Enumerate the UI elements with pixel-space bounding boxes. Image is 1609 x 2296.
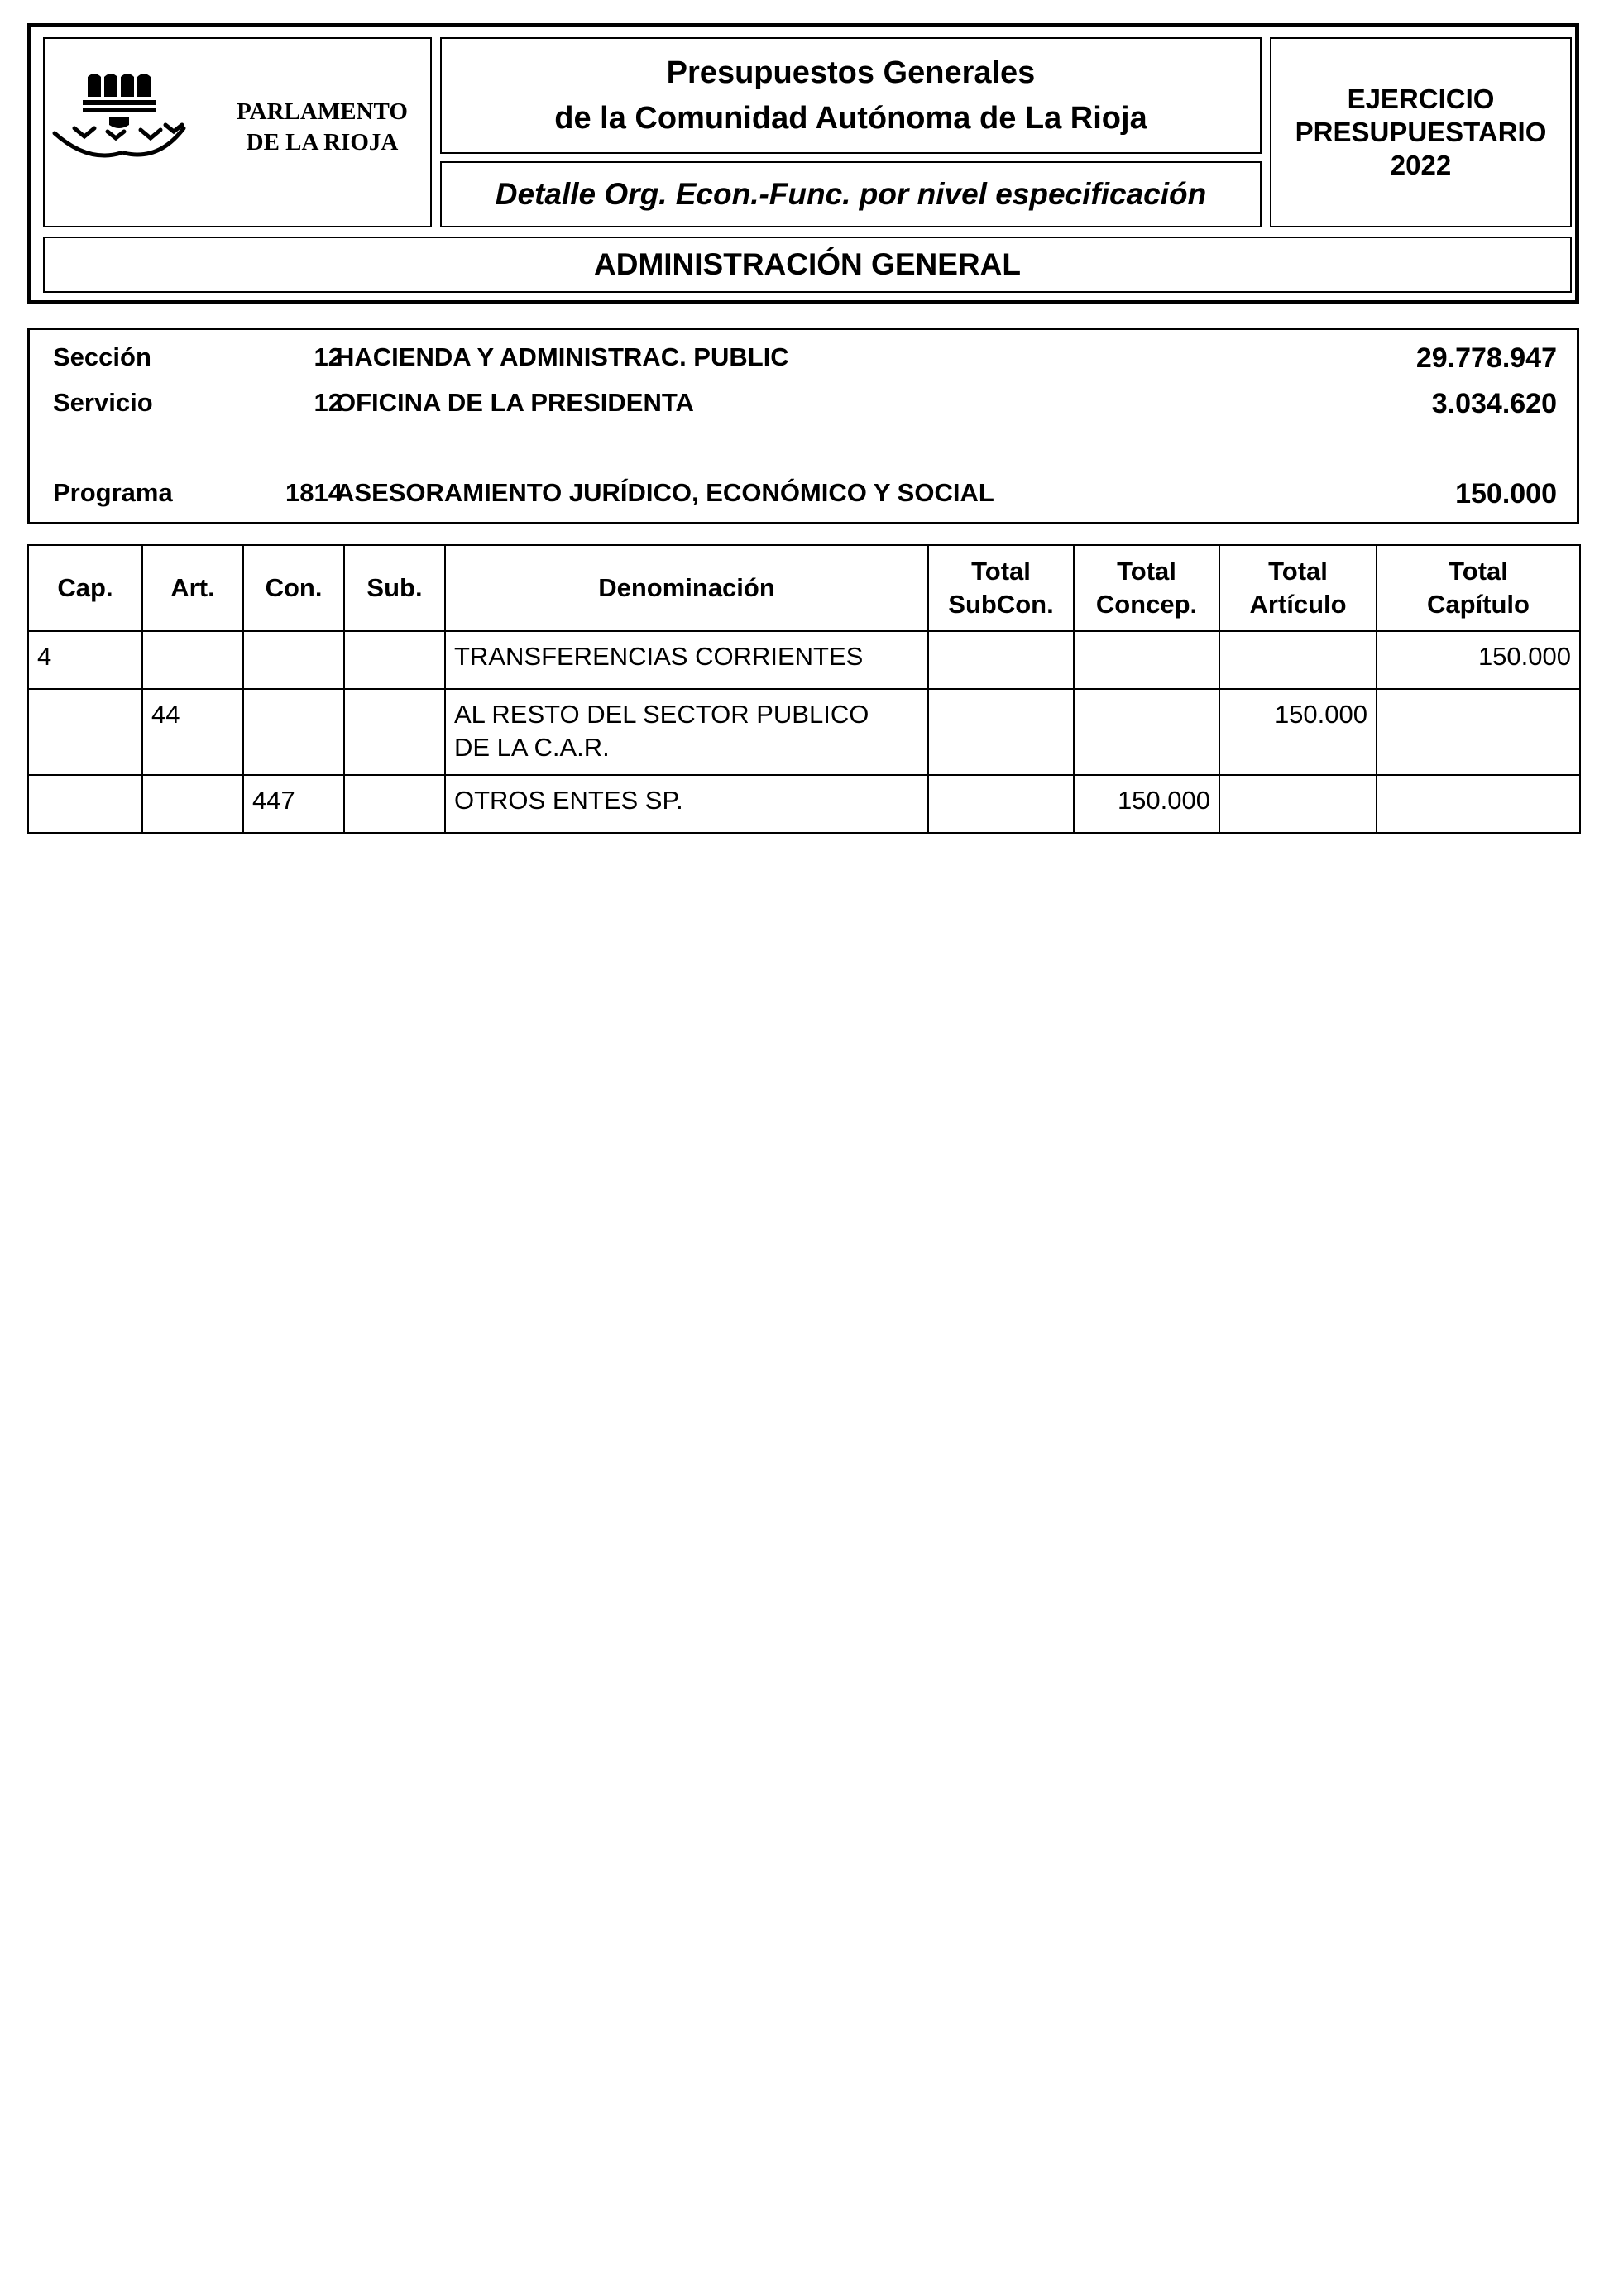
cell-denominacion-line2: DE LA C.A.R. bbox=[454, 733, 610, 762]
col-header-total-articulo-line2: Artículo bbox=[1249, 590, 1347, 619]
programa-label: Programa bbox=[53, 478, 173, 507]
col-header-total-capitulo bbox=[1377, 545, 1580, 631]
budget-detail-table bbox=[27, 544, 1581, 834]
seccion-row bbox=[30, 342, 1577, 375]
programa-name: ASESORAMIENTO JURÍDICO, ECONÓMICO Y SOCIAL bbox=[336, 478, 994, 507]
col-header-total-articulo bbox=[1219, 545, 1377, 631]
cell-con bbox=[243, 689, 344, 775]
servicio-amount: 3.034.620 bbox=[1431, 388, 1557, 419]
programa-amount: 150.000 bbox=[1455, 478, 1557, 509]
seccion-label: Sección bbox=[53, 342, 151, 371]
budget-summary bbox=[27, 328, 1579, 524]
seccion-name: HACIENDA Y ADMINISTRAC. PUBLIC bbox=[336, 342, 789, 371]
table-header-row bbox=[28, 545, 1580, 631]
seccion-code: 12 bbox=[314, 342, 342, 371]
fiscal-year-value: 2022 bbox=[1390, 150, 1452, 180]
section-banner-text: ADMINISTRACIÓN GENERAL bbox=[594, 247, 1021, 281]
cell-sub bbox=[344, 775, 445, 833]
cell-total-concep bbox=[1074, 689, 1219, 775]
section-banner bbox=[43, 237, 1572, 293]
cell-denominacion-line1: AL RESTO DEL SECTOR PUBLICO bbox=[454, 700, 869, 729]
cell-cap: 4 bbox=[28, 631, 142, 689]
cell-total-concep bbox=[1074, 631, 1219, 689]
servicio-code: 12 bbox=[314, 388, 342, 417]
fiscal-year-line1: EJERCICIO bbox=[1347, 84, 1495, 114]
col-header-con: Con. bbox=[243, 545, 344, 631]
cell-total-capitulo: 150.000 bbox=[1377, 631, 1580, 689]
logo-panel bbox=[43, 37, 432, 227]
cell-cap bbox=[28, 775, 142, 833]
col-header-sub: Sub. bbox=[344, 545, 445, 631]
col-header-total-concep-line2: Concep. bbox=[1095, 590, 1198, 619]
fiscal-year-panel bbox=[1270, 37, 1572, 227]
parliament-name bbox=[217, 97, 428, 158]
table-row bbox=[28, 775, 1580, 833]
cell-sub bbox=[344, 631, 445, 689]
cell-denominacion-line1: OTROS ENTES SP. bbox=[454, 786, 683, 815]
cell-total-subcon bbox=[928, 689, 1074, 775]
subtitle-panel bbox=[440, 161, 1262, 227]
table-row bbox=[28, 631, 1580, 689]
cell-denominacion bbox=[445, 775, 928, 833]
document-title-line2: de la Comunidad Autónoma de La Rioja bbox=[554, 100, 1147, 136]
col-header-total-concep bbox=[1074, 545, 1219, 631]
servicio-row bbox=[30, 388, 1577, 421]
col-header-total-capitulo-line2: Capítulo bbox=[1427, 590, 1530, 619]
cell-denominacion bbox=[445, 689, 928, 775]
cell-con bbox=[243, 631, 344, 689]
table-row bbox=[28, 689, 1580, 775]
document-header bbox=[27, 23, 1579, 304]
cell-total-articulo bbox=[1219, 775, 1377, 833]
title-panel bbox=[440, 37, 1262, 154]
col-header-art: Art. bbox=[142, 545, 243, 631]
cell-con: 447 bbox=[243, 775, 344, 833]
cell-sub bbox=[344, 689, 445, 775]
cell-art bbox=[142, 775, 243, 833]
cell-total-articulo: 150.000 bbox=[1219, 689, 1377, 775]
col-header-total-capitulo-line1: Total bbox=[1449, 557, 1508, 586]
programa-row bbox=[30, 478, 1577, 511]
cell-total-capitulo bbox=[1377, 775, 1580, 833]
col-header-total-concep-line1: Total bbox=[1117, 557, 1176, 586]
cell-denominacion-line1: TRANSFERENCIAS CORRIENTES bbox=[454, 642, 864, 671]
cell-total-capitulo bbox=[1377, 689, 1580, 775]
col-header-cap: Cap. bbox=[28, 545, 142, 631]
col-header-total-subcon-line2: SubCon. bbox=[948, 590, 1054, 619]
fiscal-year-line2: PRESUPUESTARIO bbox=[1295, 117, 1547, 147]
col-header-total-articulo-line1: Total bbox=[1268, 557, 1328, 586]
logo-text-line2: DE LA RIOJA bbox=[246, 129, 399, 155]
col-header-denominacion: Denominación bbox=[445, 545, 928, 631]
col-header-total-subcon bbox=[928, 545, 1074, 631]
servicio-label: Servicio bbox=[53, 388, 153, 417]
cell-total-articulo bbox=[1219, 631, 1377, 689]
cell-denominacion bbox=[445, 631, 928, 689]
cell-total-subcon bbox=[928, 631, 1074, 689]
servicio-name: OFICINA DE LA PRESIDENTA bbox=[336, 388, 694, 417]
programa-code: 1814 bbox=[285, 478, 342, 507]
document-title-line1: Presupuestos Generales bbox=[666, 55, 1036, 90]
cell-total-concep: 150.000 bbox=[1074, 775, 1219, 833]
cell-art: 44 bbox=[142, 689, 243, 775]
cell-cap bbox=[28, 689, 142, 775]
document-subtitle: Detalle Org. Econ.-Func. por nivel especificación bbox=[495, 177, 1207, 211]
parliament-emblem-icon bbox=[50, 70, 215, 178]
cell-total-subcon bbox=[928, 775, 1074, 833]
logo-text-line1: PARLAMENTO bbox=[237, 98, 408, 125]
col-header-total-subcon-line1: Total bbox=[971, 557, 1031, 586]
seccion-amount: 29.778.947 bbox=[1415, 342, 1557, 374]
cell-art bbox=[142, 631, 243, 689]
